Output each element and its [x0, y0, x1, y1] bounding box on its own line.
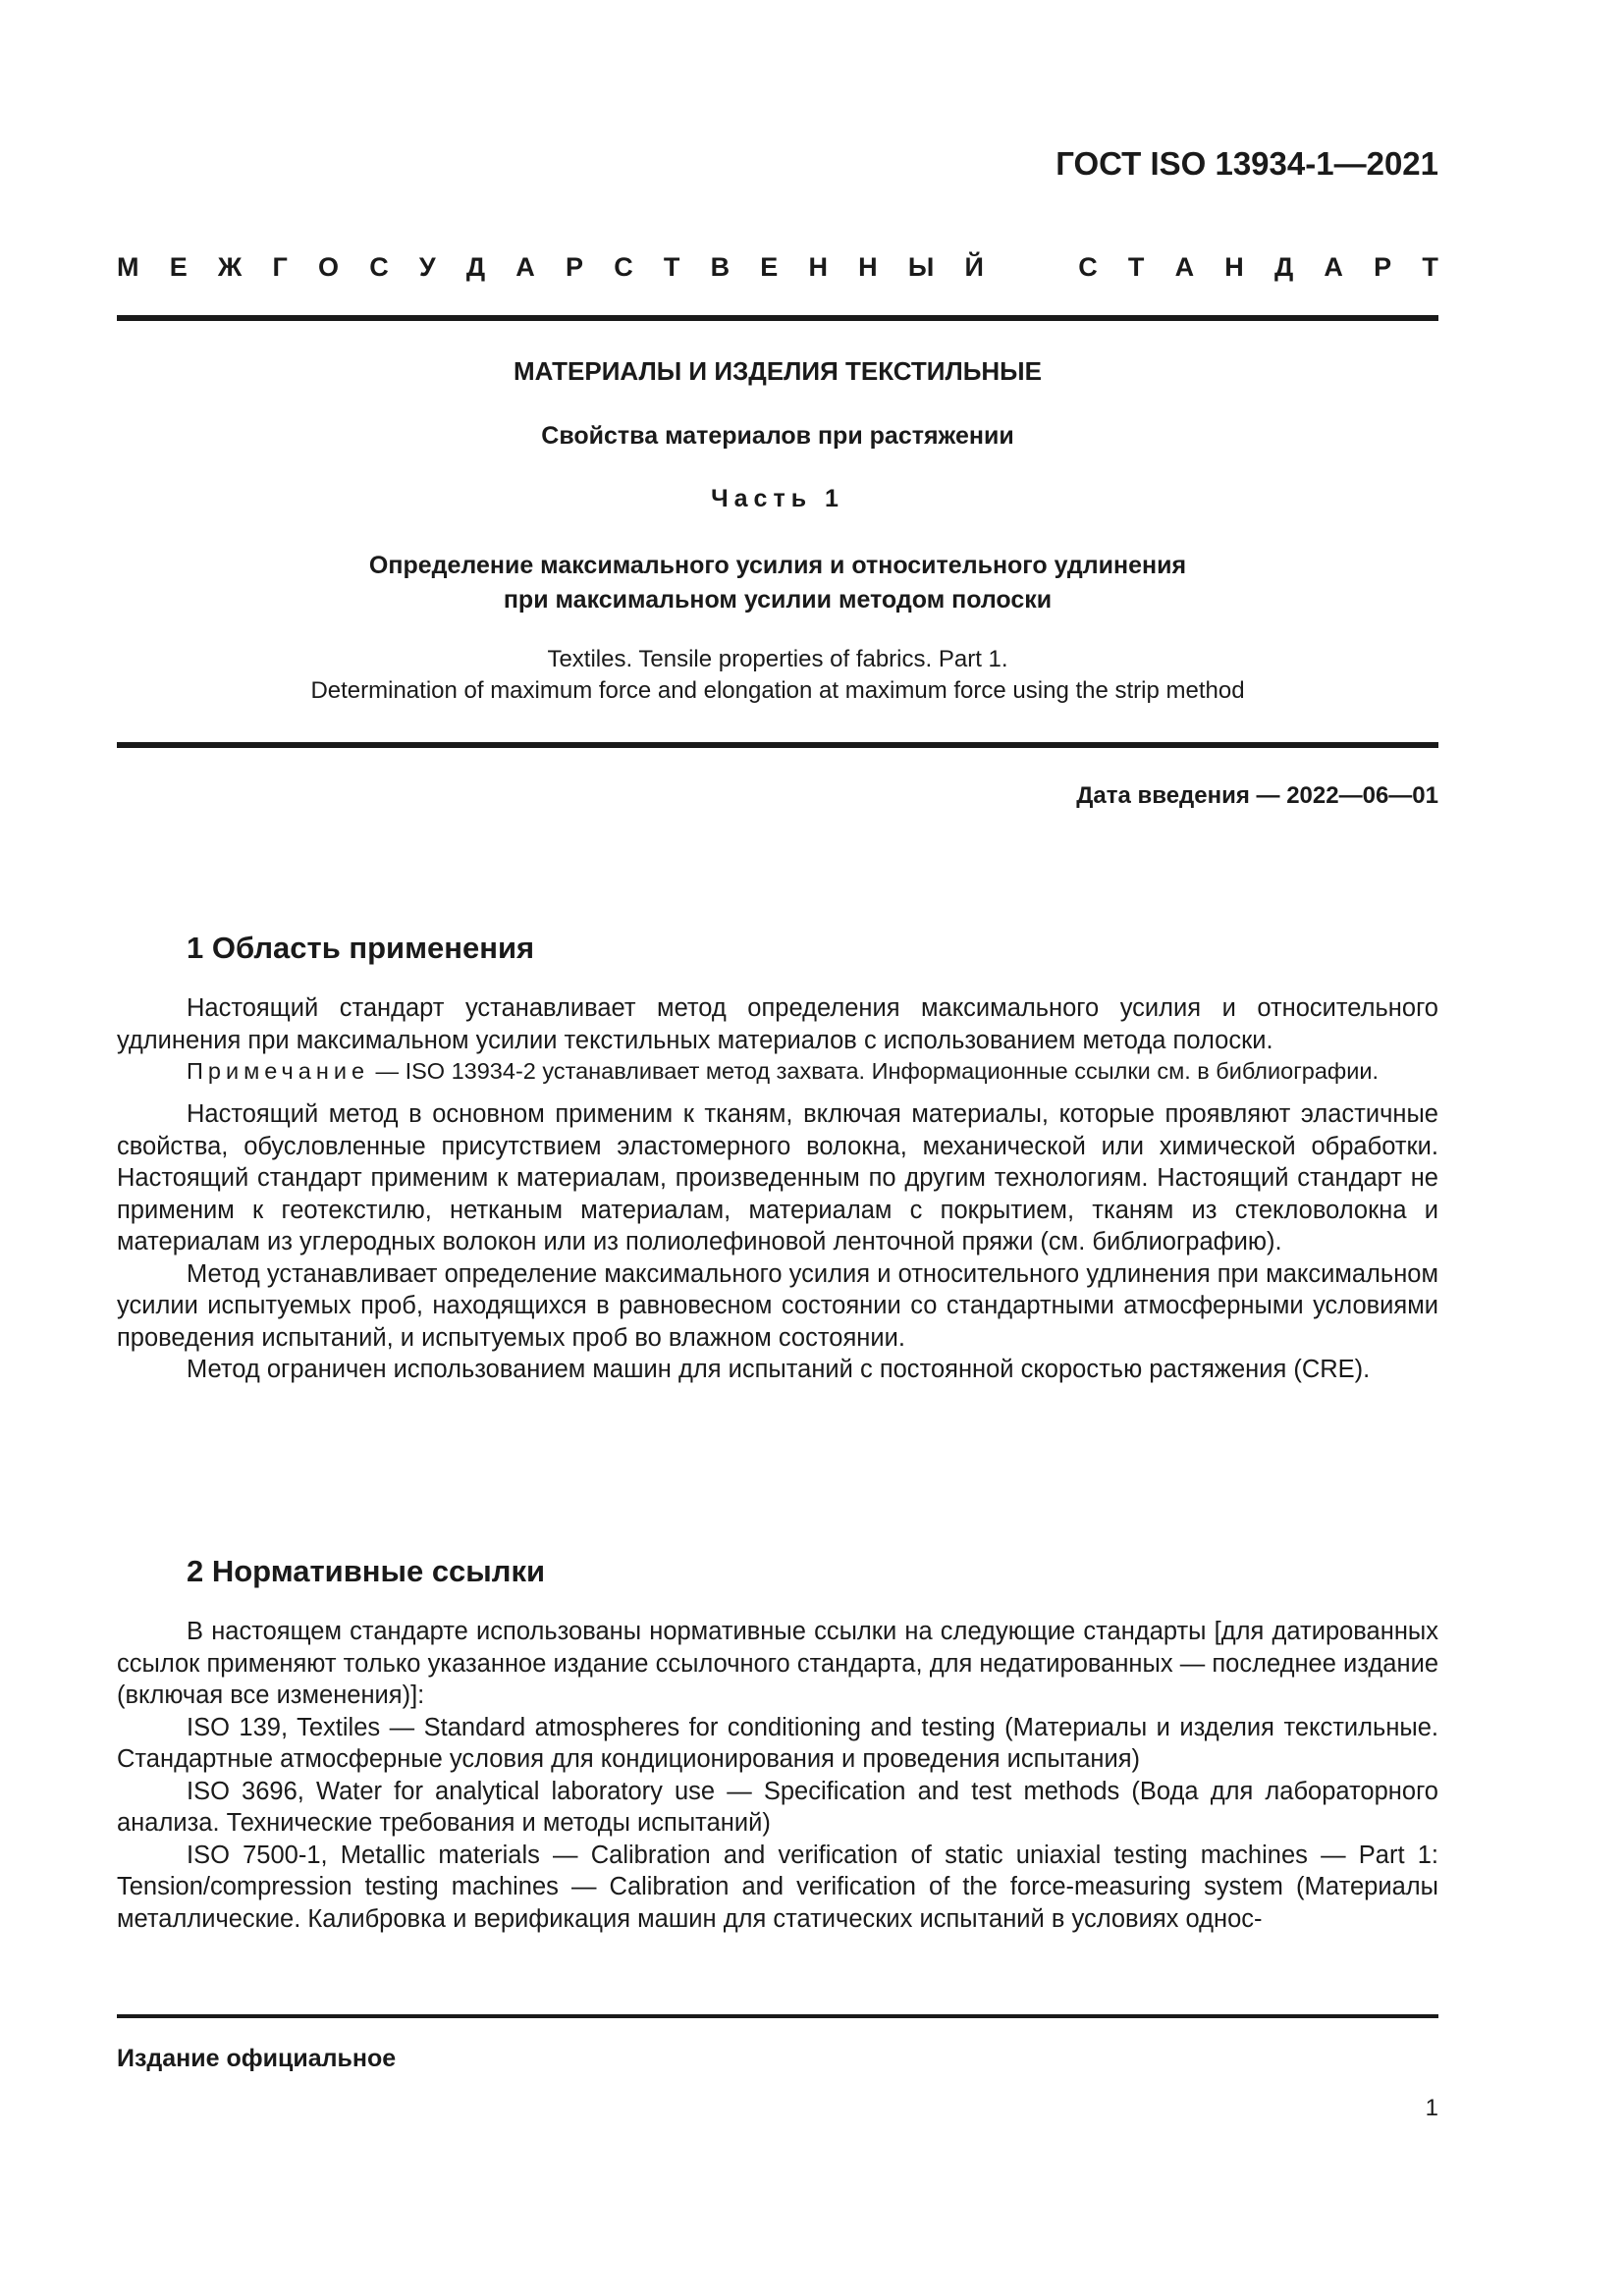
letter: Й: [964, 252, 984, 282]
top-divider: [117, 315, 1438, 321]
letter: Ы: [907, 252, 935, 282]
document-code: ГОСТ ISO 13934-1—2021: [1056, 145, 1438, 182]
normative-reference-3: ISO 7500-1, Metallic materials — Calibration and verification of static uniaxial testing machines — Part 1: Tension/compression testing machines — Calibration and verification of the force-measuring system (Материалы металлические. Калибровка и верификация машин для статических испытаний в условиях однос-: [117, 1841, 1438, 1933]
normative-reference-2: ISO 3696, Water for analytical laboratory use — Specification and test methods (Вода для лабораторного анализа. Технические требования и методы испытаний): [117, 1777, 1438, 1837]
letter: С: [1078, 252, 1098, 282]
english-title-line-2: Determination of maximum force and elongation at maximum force using the strip method: [310, 677, 1245, 704]
letter: Т: [1127, 252, 1145, 282]
letter: О: [317, 252, 339, 282]
page-number: 1: [1425, 2095, 1438, 2121]
document-title: МАТЕРИАЛЫ И ИЗДЕЛИЯ ТЕКСТИЛЬНЫЕ: [514, 356, 1042, 386]
letter: А: [1174, 252, 1195, 282]
letter: Е: [169, 252, 188, 282]
english-title: [117, 644, 1438, 707]
section-2-heading: 2 Нормативные ссылки: [187, 1554, 546, 1588]
letter: Е: [760, 252, 779, 282]
section-2-paragraph-1: В настоящем стандарте использованы нормативные ссылки на следующие стандарты [для датированных ссылок применяют только указанное издание ссылочного стандарта, для недатированных — последнее издание (включая все изменения)]:: [117, 1618, 1438, 1709]
document-name-line-2: при максимальном усилии методом полоски: [503, 586, 1053, 614]
section-1-paragraph-2: Настоящий метод в основном применим к тканям, включая материалы, которые проявляют эластичные свойства, обусловленные присутствием эластомерного волокна, механической или химической обработки. Настоящий стандарт применим к материалам, произведенным по другим технологиям. Настоящий стандарт не применим к геотекстилю, нетканым материалам, материалам с покрытием, тканям из стекловолокна и материалам из углеродных волокон или из полиолефиновой ленточной пряжи (см. библиографию).: [117, 1100, 1438, 1255]
introduction-date: Дата введения — 2022—06—01: [1076, 782, 1438, 809]
letter: Ж: [217, 252, 243, 282]
section-1-paragraph-3: Метод устанавливает определение максимального усилия и относительного удлинения при максимальном усилии испытуемых проб, находящихся в равновесном состоянии со стандартными атмосферными условиями проведения испытаний, и испытуемых проб во влажном состоянии.: [117, 1259, 1438, 1352]
note-label: Примечание: [187, 1058, 370, 1084]
letter: Н: [858, 252, 878, 282]
section-1-paragraph-1: Настоящий стандарт устанавливает метод определения максимального усилия и относительного удлинения при максимальном усилии текстильных материалов с использованием метода полоски.: [117, 994, 1438, 1054]
letter: Т: [1422, 252, 1438, 282]
letter: Д: [1273, 252, 1294, 282]
english-title-line-1: Textiles. Tensile properties of fabrics. Part 1.: [547, 646, 1008, 672]
letter: Н: [808, 252, 828, 282]
footer-divider: [117, 2014, 1438, 2018]
letter: Р: [1374, 252, 1392, 282]
letter: Р: [565, 252, 583, 282]
letter: Н: [1224, 252, 1244, 282]
letter: А: [515, 252, 535, 282]
word-gap: [1014, 252, 1048, 283]
letter: Г: [272, 252, 288, 282]
letter: Д: [465, 252, 486, 282]
letter: А: [1324, 252, 1343, 282]
section-1-paragraph-4: Метод ограничен использованием машин для испытаний с постоянной скоростью растяжения (CRE).: [187, 1356, 1371, 1383]
section-1-body: [117, 992, 1438, 1386]
standard-type-label: [117, 252, 1438, 283]
section-1-note: [117, 1056, 1438, 1087]
official-edition-label: Издание официальное: [117, 2045, 397, 2072]
letter: У: [418, 252, 436, 282]
document-part: Часть 1: [711, 485, 844, 512]
title-divider: [117, 742, 1438, 748]
document-name: [117, 549, 1438, 617]
note-text: — ISO 13934-2 устанавливает метод захвата. Информационные ссылки см. в библиографии.: [369, 1058, 1380, 1084]
letter: С: [369, 252, 389, 282]
letter: С: [614, 252, 633, 282]
letter: В: [710, 252, 731, 282]
letter: Т: [663, 252, 680, 282]
section-1-heading: 1 Область применения: [187, 931, 535, 965]
document-subtitle: Свойства материалов при растяжении: [541, 422, 1014, 450]
document-name-line-1: Определение максимального усилия и относительного удлинения: [368, 552, 1187, 579]
section-2-body: [117, 1616, 1438, 1935]
normative-reference-1: ISO 139, Textiles — Standard atmospheres for conditioning and testing (Материалы и изделия текстильные. Стандартные атмосферные условия для кондиционирования и проведения испытания): [117, 1713, 1438, 1773]
letter: М: [117, 252, 139, 282]
